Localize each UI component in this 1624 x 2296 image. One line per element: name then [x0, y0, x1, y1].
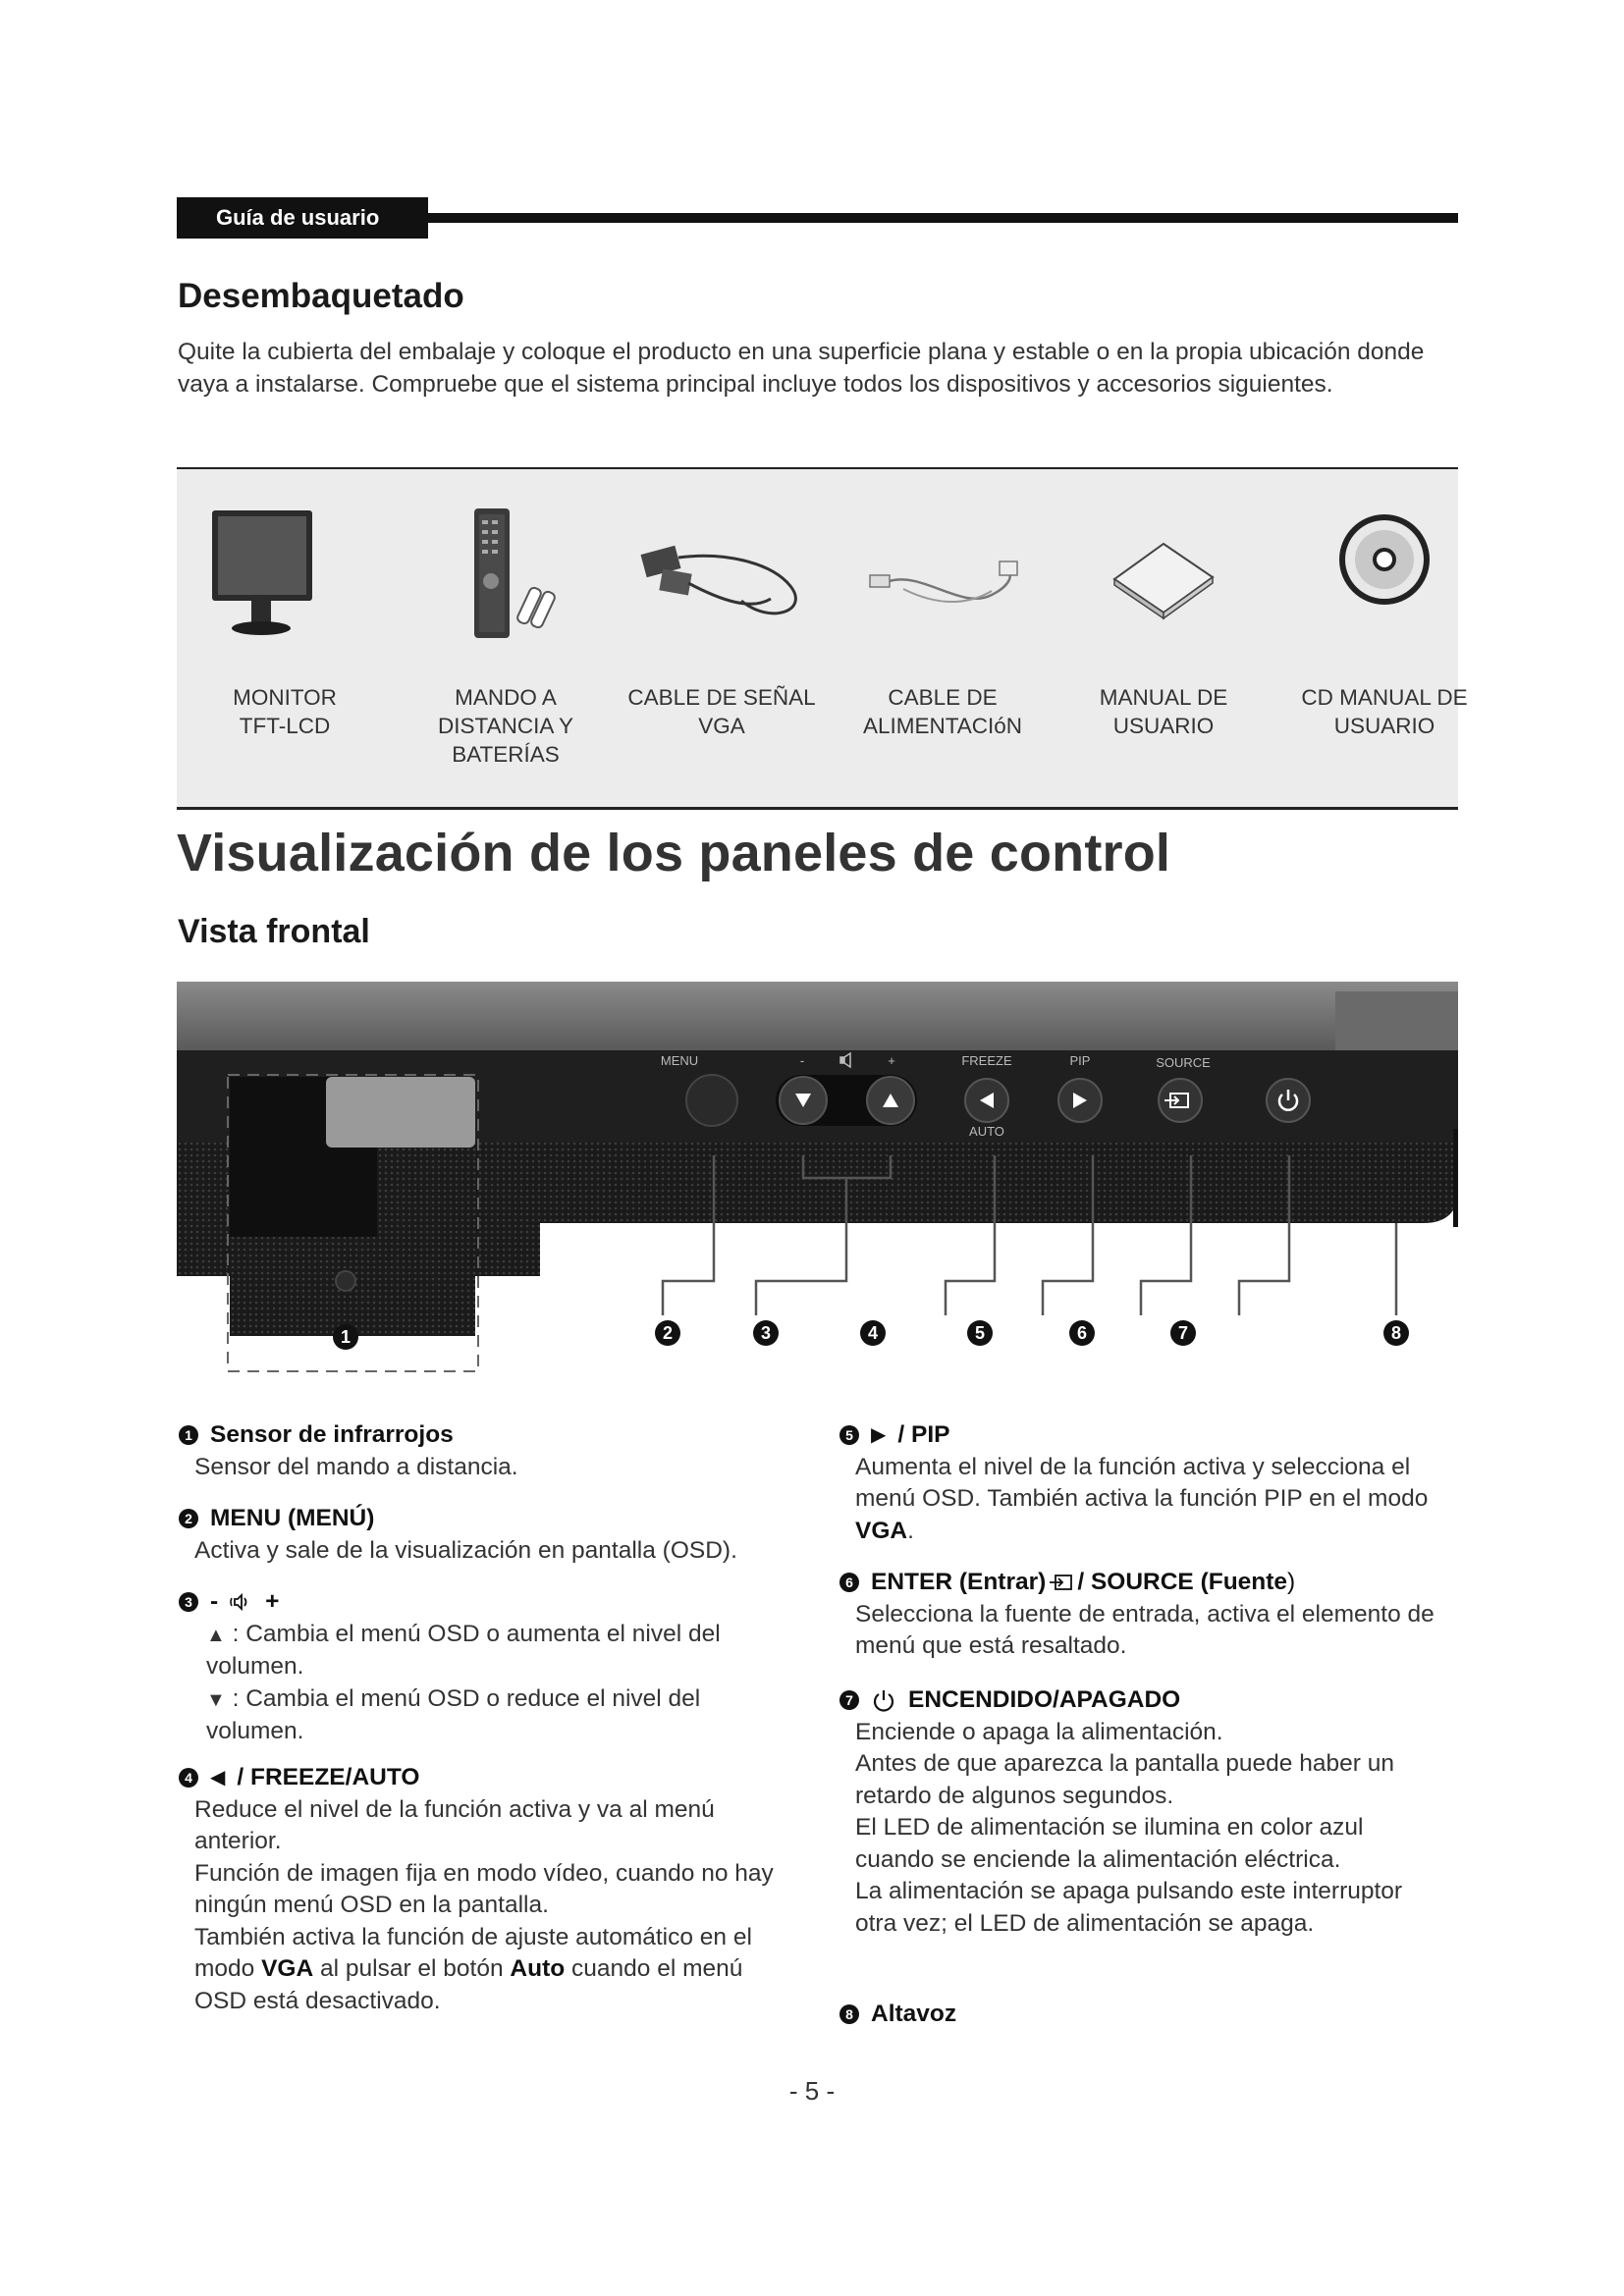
callout-8 — [1383, 1320, 1409, 1346]
label-volume-minus: - — [799, 1053, 805, 1068]
accessory-label: CABLE DE SEÑAL VGA — [627, 685, 816, 738]
label-source: SOURCE — [1156, 1055, 1211, 1070]
ir-sensor — [336, 1271, 355, 1291]
manual-icon — [1065, 493, 1262, 640]
description-7: 7 ENCENDIDO/APAGADO Enciende o apaga la alimentación. Antes de que aparezca la pantalla puede haber un retardo de algunos segundos. El LED de alimentación se ilumina en color azul cuando se enciende la alimentación eléctrica. La alimentación se apaga pulsando este interruptor otra vez; el LED de alimentación se apaga. — [839, 1684, 1438, 1940]
accessory-vga-cable — [623, 469, 820, 807]
svg-text:2: 2 — [662, 1323, 674, 1343]
label-volume-plus: + — [888, 1053, 895, 1068]
menu-button[interactable] — [686, 1075, 737, 1126]
accessory-monitor — [187, 469, 383, 807]
svg-text:8: 8 — [1390, 1323, 1402, 1343]
accessory-cd — [1286, 469, 1483, 807]
callout-6 — [1069, 1320, 1095, 1346]
description-1: 1 Sensor de infrarrojos Sensor del mando a distancia. — [179, 1419, 787, 1483]
label-menu: MENU — [660, 1053, 699, 1068]
power-cable-icon — [844, 493, 1041, 640]
callout-3 — [753, 1320, 779, 1346]
accessory-label: CD MANUAL DE USUARIO — [1301, 685, 1468, 738]
section-title-unpacking: Desembaquetado — [178, 277, 464, 315]
callout-5 — [967, 1320, 993, 1346]
svg-text:4: 4 — [867, 1323, 879, 1343]
accessory-label: MANDO A DISTANCIA Y BATERÍAS — [438, 685, 573, 767]
callout-7 — [1170, 1320, 1196, 1346]
accessory-remote — [407, 469, 604, 807]
header-rule — [428, 213, 1458, 223]
callout-2 — [655, 1320, 680, 1346]
unpacking-intro: Quite la cubierta del embalaje y coloque el producto en una superficie plana y estable o en la propia ubicación donde vaya a instalarse. Compruebe que el sistema principal incluye todos los dispositivos y accesorios siguientes. — [178, 339, 1425, 398]
callout-1 — [333, 1324, 358, 1350]
volume-icon — [230, 1590, 253, 1614]
svg-text:7: 7 — [1177, 1323, 1189, 1343]
vga-cable-icon — [623, 493, 820, 640]
monitor-icon — [187, 493, 383, 640]
section-subtitle-front-view: Vista frontal — [178, 913, 370, 950]
description-4: 4 ◀ / FREEZE/AUTO Reduce el nivel de la función activa y va al menú anterior. Función de imagen fija en modo vídeo, cuando no hay ningún menú OSD en la pantalla. También activa la función de ajuste automático en el modo VGA al pulsar el botón Auto cuando el menú OSD está desactivado. — [179, 1762, 787, 2017]
label-pip: PIP — [1069, 1053, 1091, 1068]
remote-control-icon — [407, 493, 604, 640]
cd-icon — [1286, 493, 1483, 640]
front-panel-illustration — [177, 982, 1458, 1384]
monitor-screen-edge — [177, 982, 1458, 1050]
accessory-label: CABLE DE ALIMENTACIóN — [862, 685, 1023, 738]
enter-icon — [1048, 1572, 1075, 1593]
description-5: 5 ▶ / PIP Aumenta el nivel de la función activa y selecciona el menú OSD. También activa la función PIP en el modo VGA. — [839, 1419, 1438, 1547]
label-auto: AUTO — [969, 1124, 1004, 1139]
accessory-label: MANUAL DE USUARIO — [1099, 685, 1228, 738]
accessory-manual — [1065, 469, 1262, 807]
callout-4 — [860, 1320, 886, 1346]
description-3: 3 - + ▲ : Cambia el menú OSD o aumenta el nivel del volumen. ▼ : Cambia el menú OSD o reduce el nivel del volumen. — [179, 1586, 787, 1748]
svg-text:1: 1 — [340, 1327, 352, 1347]
description-8: 8 Altavoz — [839, 1999, 1438, 2031]
svg-text:3: 3 — [760, 1323, 772, 1343]
header-tag: Guía de usuario — [177, 197, 428, 239]
accessory-power-cable — [844, 469, 1041, 807]
power-icon — [871, 1687, 896, 1713]
svg-text:6: 6 — [1076, 1323, 1088, 1343]
description-2: 2 MENU (MENÚ) Activa y sale de la visualización en pantalla (OSD). — [179, 1503, 787, 1567]
svg-text:5: 5 — [974, 1323, 986, 1343]
accessories-box — [177, 467, 1468, 810]
label-freeze: FREEZE — [961, 1053, 1012, 1068]
accessory-label: MONITOR TFT-LCD — [233, 685, 337, 738]
description-6: 6 ENTER (Entrar) / SOURCE (Fuente ) Selecciona la fuente de entrada, activa el elemento de menú que está resaltado. — [839, 1567, 1438, 1663]
section-title-panels: Visualización de los paneles de control — [177, 824, 1171, 882]
page-number: - 5 - — [788, 2076, 836, 2106]
